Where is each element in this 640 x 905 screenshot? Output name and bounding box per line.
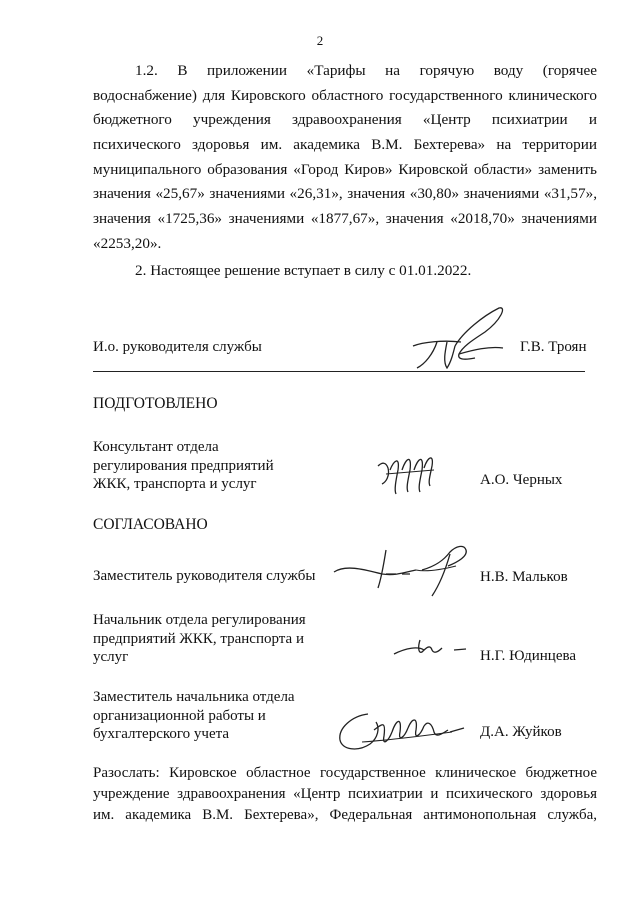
position-line: Заместитель начальника отдела [93,689,295,705]
position-line: предприятий ЖКК, транспорта и [93,630,304,647]
text-line: психического здоровья им. академика В.М. Бехтерева» на территории [93,136,597,154]
position-line: организационной работы и [93,707,266,724]
agreed-heading: СОГЛАСОВАНО [93,516,208,533]
text-line: значения «1725,36» значениями «1877,67», значения «2018,70» значениями [93,210,597,228]
position-line: бухгалтерского учета [93,726,230,742]
divider-line [93,371,585,372]
position-line: Консультант отдела [93,439,219,455]
position-line: регулирования предприятий [93,457,274,474]
text-line: учреждение здравоохранения «Центр психиатрии и психического здоровья [93,786,597,802]
agreed-signer-3-position [93,688,295,744]
signature-troyan-icon [403,302,513,374]
signature-zhuikov-icon [332,706,472,758]
position-line: Начальник отдела регулирования [93,612,306,628]
agreed-signer-1-name: Н.В. Мальков [480,569,568,585]
text-line: 1.2. В приложении «Тарифы на горячую воду (горячее [135,62,597,79]
paragraph-1-2 [93,59,597,257]
prepared-name: А.О. Черных [480,472,563,488]
head-signatory-name: Г.В. Троян [520,339,587,355]
text-line: бюджетного учреждения здравоохранения «Центр психиатрии и [93,111,597,129]
prepared-heading: ПОДГОТОВЛЕНО [93,395,218,412]
position-line: ЖКК, транспорта и услуг [93,476,257,492]
position-line: услуг [93,649,129,665]
text-line: «2253,20». [93,234,162,252]
prepared-position [93,438,274,494]
signature-chernykh-icon [372,448,442,500]
agreed-signer-2-name: Н.Г. Юдинцева [480,648,577,664]
page-number: 2 [316,33,324,48]
signature-malkov-icon [326,540,478,600]
text-line: Разослать: Кировское областное государственное клиническое бюджетное [93,765,597,781]
head-signatory-position: И.о. руководителя службы [93,339,262,355]
signature-yudintseva-icon [390,632,470,664]
paragraph-2: 2. Настоящее решение вступает в силу с 01.01.2022. [135,262,472,279]
text-line: значения «25,67» значениями «26,31», значения «30,80» значениями «31,57», [93,185,597,203]
agreed-signer-3-name: Д.А. Жуйков [480,724,562,740]
distribution-list [93,763,597,826]
text-line: им. академика В.М. Бехтерева», Федеральная антимонопольная служба, [93,807,597,823]
agreed-signer-1-position: Заместитель руководителя службы [93,568,316,584]
text-line: водоснабжение) для Кировского областного государственного клинического [93,86,597,104]
agreed-signer-2-position [93,611,306,667]
text-line: муниципального образования «Город Киров» Кировской области» заменить [93,160,597,178]
